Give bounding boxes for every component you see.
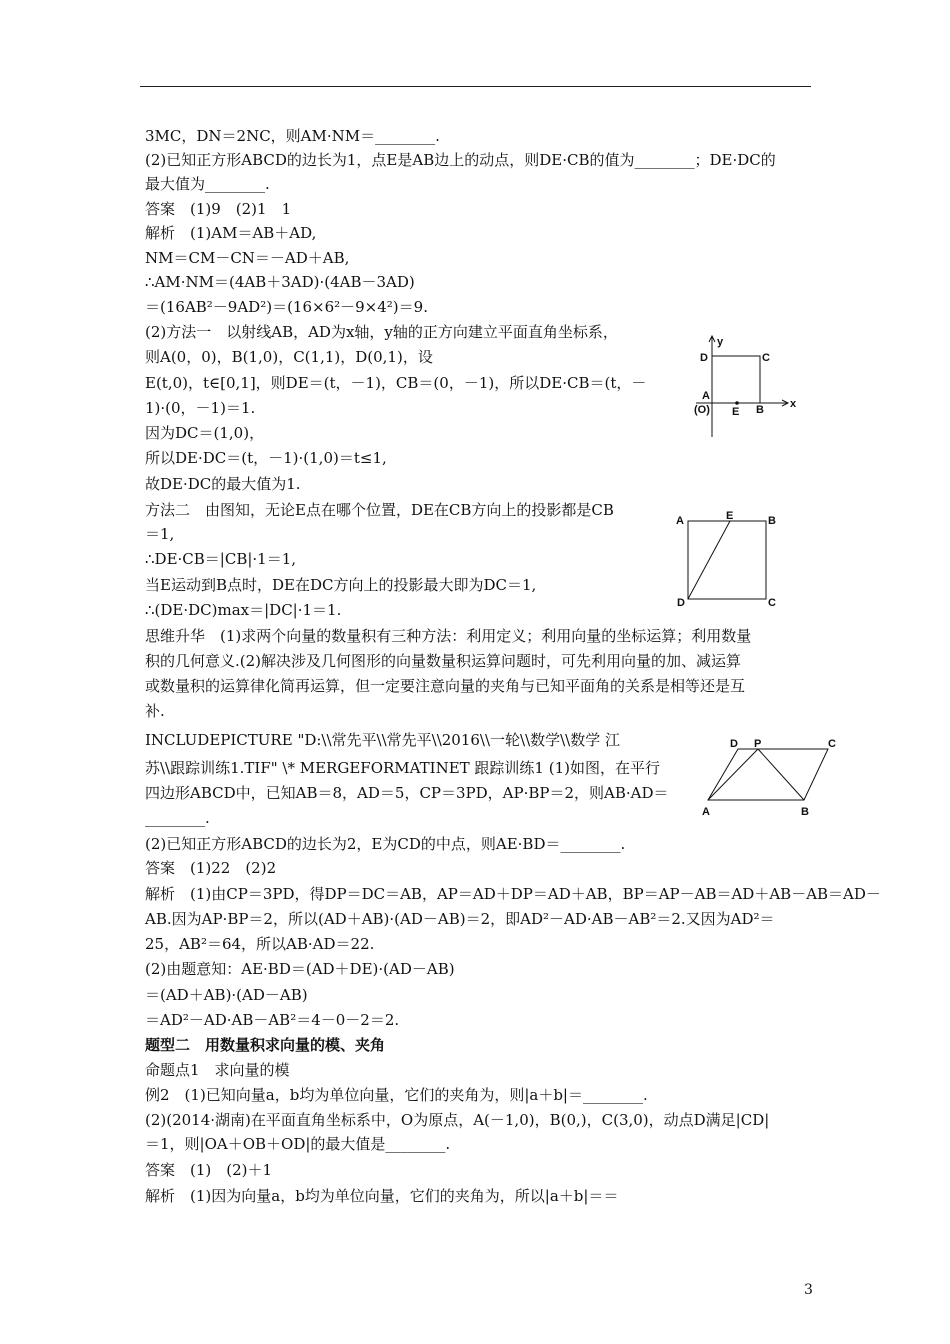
point-label: E <box>726 510 734 522</box>
text-line: (2)(2014·湖南)在平面直角坐标系中，O为原点，A(－1,0)，B(0,)，C(3,0)，动点D满足|CD| <box>145 1111 770 1129</box>
text-line: ∴AM·NM＝(4AB＋3AD)·(4AB－3AD) <box>145 273 415 291</box>
text-line: 例2 (1)已知向量a，b均为单位向量，它们的夹角为，则|a＋b|＝________. <box>145 1086 648 1104</box>
text-line: ∴(DE·DC)max＝|DC|·1＝1. <box>145 601 342 619</box>
text-line: 或数量积的运算律化简再运算，但一定要注意向量的夹角与已知平面角的关系是相等还是互 <box>145 677 746 695</box>
page-number: 3 <box>804 1282 813 1298</box>
text-line: ＝(AD＋AB)·(AD－AB) <box>145 986 308 1004</box>
text-line: (2)由题意知：AE·BD＝(AD＋DE)·(AD－AB) <box>145 960 455 978</box>
answer-line: 答案 (1)9 (2)1 1 <box>145 200 292 218</box>
text-line: 解析 (1)因为向量a，b均为单位向量，它们的夹角为，所以|a＋b|＝＝ <box>145 1187 619 1205</box>
text-line: 解析 (1)AM＝AB＋AD, <box>145 224 317 242</box>
point-label: A <box>702 806 710 818</box>
parallelogram-figure <box>700 735 845 824</box>
text-line: 故DE·DC的最大值为1. <box>145 475 301 493</box>
point-label: P <box>754 738 762 750</box>
text-line: 所以DE·DC＝(t，－1)·(1,0)＝t≤1, <box>145 449 387 467</box>
text-line: ＝AD²－AD·AB－AB²＝4－0－2＝2. <box>145 1011 400 1029</box>
text-line: (2)已知正方形ABCD的边长为2，E为CD的中点，则AE·BD＝________. <box>145 835 626 853</box>
text-line: 25，AB²＝64，所以AB·AD＝22. <box>145 935 375 953</box>
text-line: E(t,0)，t∈[0,1]，则DE＝(t，－1)，CB＝(0，－1)，所以DE·CB＝(t，－ <box>145 374 647 392</box>
text-line: (2)已知正方形ABCD的边长为1，点E是AB边上的动点，则DE·CB的值为________；DE·DC的 <box>145 151 776 169</box>
text-line: AB.因为AP·BP＝2，所以(AD＋AB)·(AD－AB)＝2，即AD²－AD·AB－AB²＝2.又因为AD²＝ <box>145 910 775 928</box>
point-label: B <box>768 515 776 527</box>
text-line: 积的几何意义.(2)解决涉及几何图形的向量数量积运算问题时，可先利用向量的加、减运算 <box>145 652 742 670</box>
point-label: C <box>828 738 836 750</box>
point-label: D <box>730 738 738 750</box>
text-line: 则A(0，0)，B(1,0)，C(1,1)，D(0,1)，设 <box>145 348 433 366</box>
answer-line: 答案 (1) (2)＋1 <box>145 1161 273 1179</box>
text-line: 最大值为________. <box>145 175 270 193</box>
point-label: D <box>700 352 708 364</box>
text-line: 命题点1 求向量的模 <box>145 1061 290 1079</box>
answer-line: 答案 (1)22 (2)2 <box>145 859 277 877</box>
point-label: E <box>732 406 740 418</box>
point-label: B <box>756 404 764 416</box>
text-line: ＝(16AB²－9AD²)＝(16×6²－9×4²)＝9. <box>145 298 428 316</box>
text-line: 当E运动到B点时，DE在DC方向上的投影最大即为DC＝1, <box>145 576 537 594</box>
text-line: 补. <box>145 702 165 720</box>
point-label: A <box>702 390 710 402</box>
point-label: D <box>677 597 685 609</box>
text-line: ＝1，则|OA＋OB＋OD|的最大值是________. <box>145 1135 451 1153</box>
text-line: 1)·(0，－1)＝1. <box>145 399 256 417</box>
point-label: (O) <box>694 404 710 416</box>
point-label: C <box>762 352 770 364</box>
text-line: 3MC，DN＝2NC，则AM·NM＝________. <box>145 127 440 145</box>
point-label: C <box>768 597 776 609</box>
text-line: ∴DE·CB＝|CB|·1＝1, <box>145 550 297 568</box>
text-line: 四边形ABCD中，已知AB＝8，AD＝5，CP＝3PD，AP·BP＝2，则AB·AD＝ <box>145 784 669 802</box>
section-heading: 题型二 用数量积求向量的模、夹角 <box>145 1036 386 1054</box>
text-line: ________. <box>145 809 210 827</box>
text-line: 方法二 由图知，无论E点在哪个位置，DE在CB方向上的投影都是CB <box>145 501 614 519</box>
coordinate-square-figure <box>690 335 820 444</box>
axis-x-label: x <box>790 398 797 410</box>
text-line: ＝1, <box>145 525 175 543</box>
text-line: 苏\\跟踪训练1.TIF" \* MERGEFORMATINET 跟踪训练1 (1)如图，在平行 <box>145 759 660 777</box>
text-line: NM＝CM－CN＝－AD＋AB, <box>145 249 350 267</box>
text-line: 因为DC＝(1,0)， <box>145 424 265 442</box>
point-label: A <box>676 515 684 527</box>
header-rule <box>140 86 811 87</box>
text-line: (2)方法一 以射线AB，AD为x轴，y轴的正方向建立平面直角坐标系， <box>145 323 618 341</box>
text-line: 思维升华 (1)求两个向量的数量积有三种方法：利用定义；利用向量的坐标运算；利用数量 <box>145 627 752 645</box>
square-de-figure <box>676 508 786 617</box>
text-line: 解析 (1)由CP＝3PD，得DP＝DC＝AB，AP＝AD＋DP＝AD＋AB，BP＝AP－AB＝AD＋AB－AB＝AD－ <box>145 885 881 903</box>
axis-y-label: y <box>717 336 724 348</box>
text-line: INCLUDEPICTURE "D:\\常先平\\常先平\\2016\\一轮\\数学\\数学 江 <box>145 731 621 749</box>
point-label: B <box>801 806 809 818</box>
